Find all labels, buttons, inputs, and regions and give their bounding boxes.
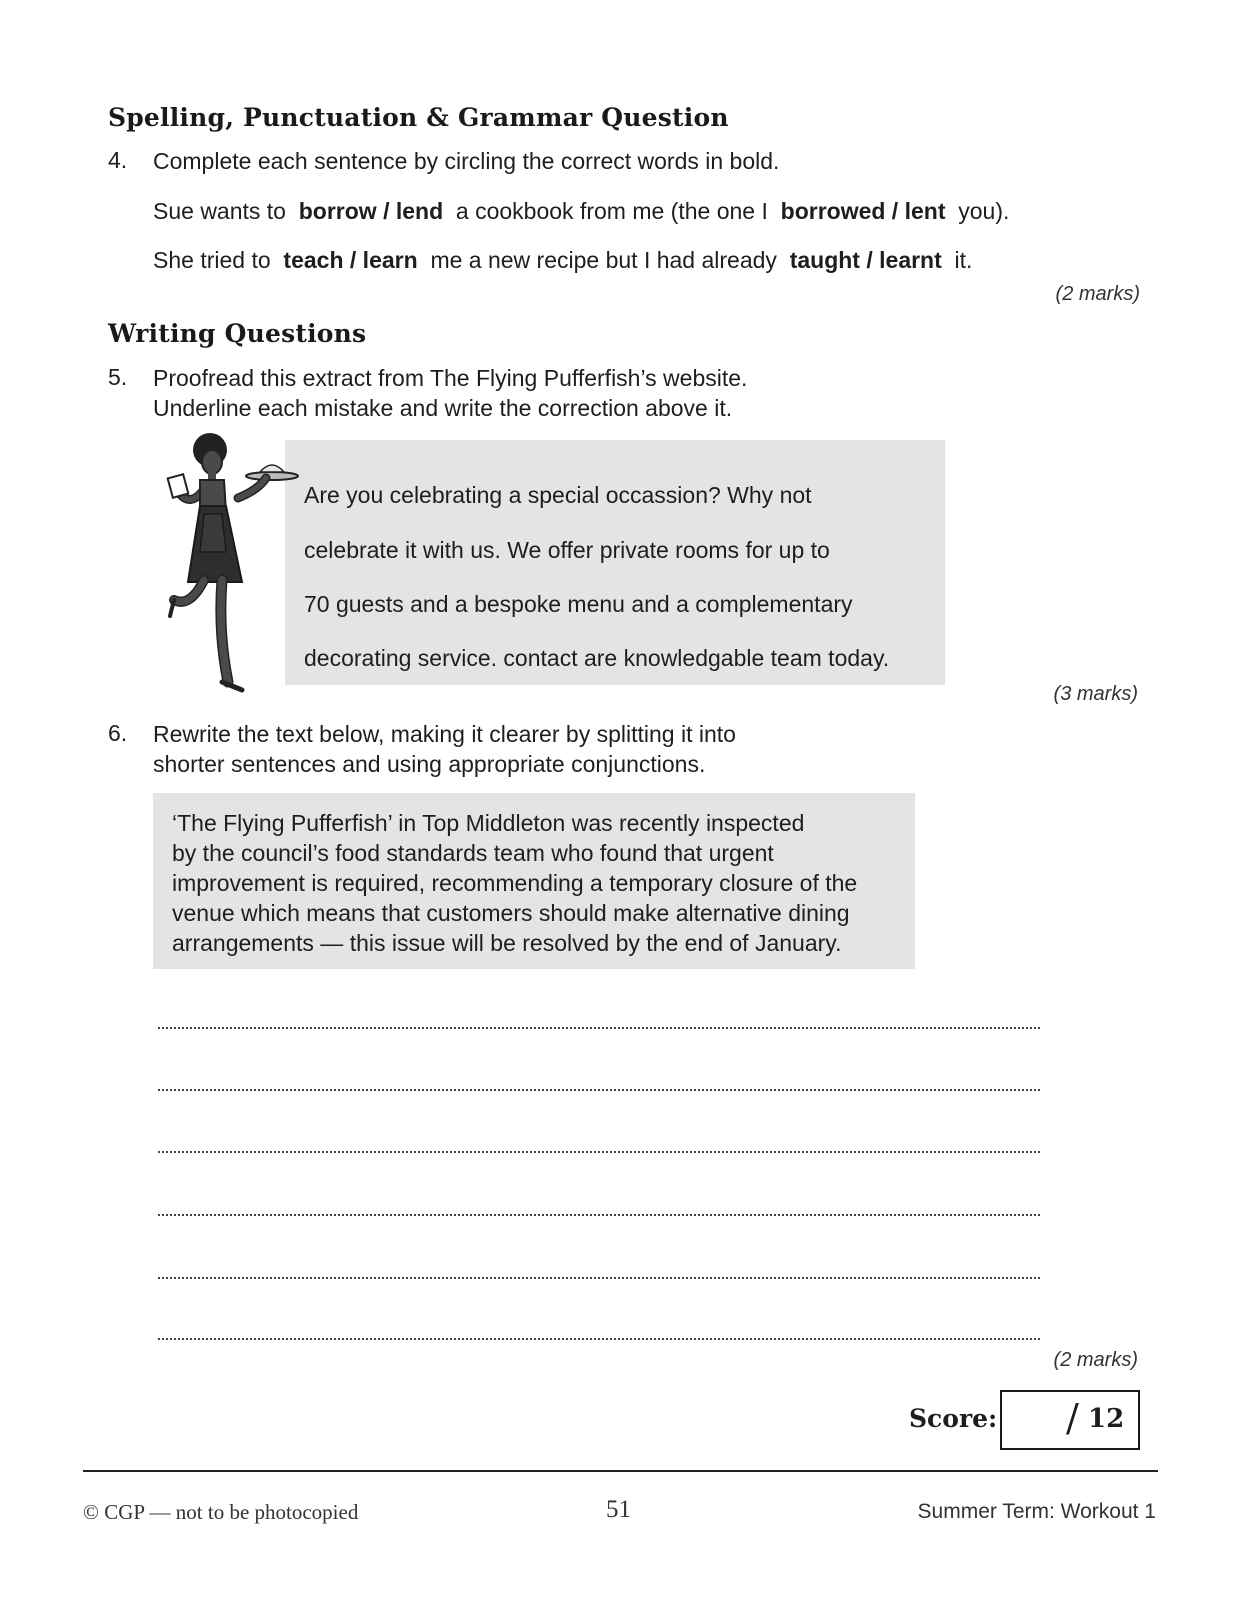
question-5-instruction-2: Underline each mistake and write the correction above it.	[153, 395, 733, 421]
choice-teach-learn[interactable]: teach / learn	[283, 247, 418, 273]
waitress-illustration-icon	[160, 432, 310, 697]
question-6-instruction-2: shorter sentences and using appropriate conjunctions.	[153, 751, 706, 777]
page-number: 51	[606, 1496, 631, 1523]
rewrite-text-line: by the council’s food standards team who found that urgent	[172, 840, 774, 866]
rewrite-text-line: improvement is required, recommending a temporary closure of the	[172, 870, 858, 896]
question-5-marks: (3 marks)	[1053, 683, 1138, 705]
extract-line[interactable]: celebrate it with us. We offer private rooms for up to	[304, 537, 830, 563]
question-4-marks: (2 marks)	[1055, 283, 1140, 305]
writing-heading: Writing Questions	[108, 319, 367, 348]
score-label: Score:	[909, 1404, 998, 1433]
question-4-instruction: Complete each sentence by circling the correct words in bold.	[153, 148, 780, 174]
question-4-sentence-1	[153, 196, 1009, 226]
score-slash: /	[1066, 1396, 1079, 1440]
rewrite-text-line: ‘The Flying Pufferfish’ in Top Middleton was recently inspected	[172, 810, 805, 836]
extract-line[interactable]: decorating service. contact are knowledgable team today.	[304, 645, 890, 671]
rewrite-text-line: arrangements — this issue will be resolved by the end of January.	[172, 930, 842, 956]
sentence-text: me a new recipe but I had already	[430, 247, 777, 273]
choice-borrow-lend[interactable]: borrow / lend	[298, 198, 444, 224]
footer-copyright: © CGP — not to be photocopied	[83, 1500, 359, 1524]
sentence-text: Sue wants to	[153, 198, 286, 224]
score-total: 12	[1088, 1404, 1125, 1434]
question-6-marks: (2 marks)	[1053, 1349, 1138, 1371]
question-4-number: 4.	[108, 147, 128, 173]
extract-line[interactable]: 70 guests and a bespoke menu and a complementary	[304, 591, 853, 617]
footer-divider	[83, 1470, 1158, 1472]
choice-taught-learnt[interactable]: taught / learnt	[789, 247, 942, 273]
spag-heading: Spelling, Punctuation & Grammar Question	[108, 103, 729, 132]
answer-line[interactable]	[158, 1027, 1040, 1029]
rewrite-text-line: venue which means that customers should make alternative dining	[172, 900, 850, 926]
sentence-text: a cookbook from me (the one I	[455, 198, 768, 224]
footer-workout: Summer Term: Workout 1	[917, 1500, 1156, 1523]
question-4-sentence-2	[153, 245, 972, 275]
answer-line[interactable]	[158, 1277, 1040, 1279]
answer-line[interactable]	[158, 1089, 1040, 1091]
score-box[interactable]	[1000, 1390, 1140, 1450]
sentence-text: you).	[958, 198, 1010, 224]
question-6-number: 6.	[108, 720, 128, 746]
answer-line[interactable]	[158, 1214, 1040, 1216]
question-5-instruction-1: Proofread this extract from The Flying Pufferfish’s website.	[153, 365, 748, 391]
answer-line[interactable]	[158, 1151, 1040, 1153]
choice-borrowed-lent[interactable]: borrowed / lent	[780, 198, 946, 224]
question-6-instruction-1: Rewrite the text below, making it clearer by splitting it into	[153, 721, 736, 747]
extract-line[interactable]: Are you celebrating a special occassion? Why not	[304, 482, 812, 508]
sentence-text: She tried to	[153, 247, 271, 273]
answer-line[interactable]	[158, 1338, 1040, 1340]
question-5-number: 5.	[108, 364, 128, 390]
sentence-text: it.	[954, 247, 973, 273]
